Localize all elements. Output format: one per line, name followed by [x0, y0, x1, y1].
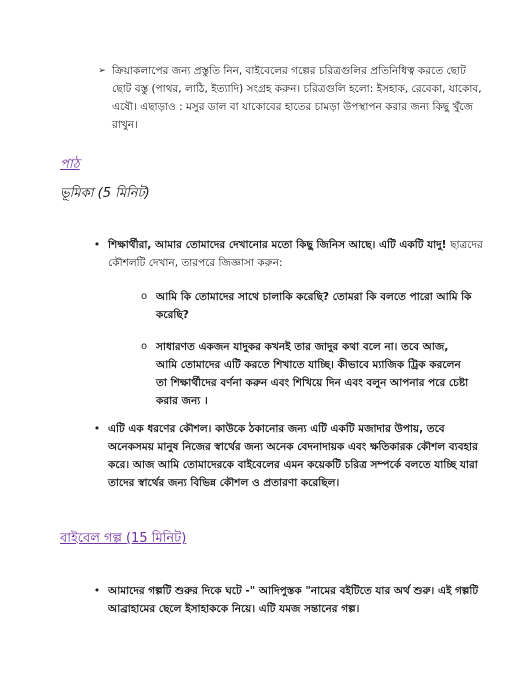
intro-subitem-magic-text: সাধারণত একজন যাদুকর কখনই তার জাদুর কথা বলে না। তবে আজ, আমি তোমাদের এটি করতে শিখাতে যাচ্ছি। কীভাবে ম্যাজিক ট্রিক করলেন তা শিক্ষার্থীদের বর্ণনা করুন এবং শিখিয়ে দিন এবং বলুন আপনার পরে চেষ্টা করার জন্য । [156, 341, 469, 407]
intro-bullet-text [108, 236, 484, 272]
intro-subitem-magic [132, 338, 484, 410]
preparation-bullet [92, 62, 484, 134]
story-bullet [86, 582, 484, 618]
intro-heading: ভূমিকা (5 মিনিট) [60, 186, 150, 201]
trick-bullet-text: এটি এক ধরণের কৌশল। কাউকে ঠকানোর জন্য এটি একটি মজাদার উপায়, তবে অনেকসময় মানুষ নিজের স্বার্থের জন্য অনেক বেদনাদায়ক এবং ক্ষতিকারক কৌশল ব্যবহার করে। আজ আমি তোমাদেরকে বাইবেলের এমন কয়েকটি চরিত্র সম্পর্কে বলতে যাচ্ছি যারা তাদের স্বার্থের জন্য বিভিন্ন কৌশল ও প্রতারণা করেছিল। [108, 423, 478, 489]
bullet-dot-icon: • [93, 422, 101, 435]
bullet-dot-icon: • [93, 238, 101, 251]
intro-bullet-bold: শিক্ষার্থীরা, আমার তোমাদের দেখানোর মতো কিছু জিনিস আছে। এটি একটি যাদু! [108, 239, 451, 251]
trick-bullet [86, 420, 484, 492]
bullet-dot-icon: • [93, 584, 101, 597]
story-bullet-text: আমাদের গল্পটি শুরুর দিকে ঘটে -" আদিপুস্তক "নামের বইটিতে যার অর্থ শুরু। এই গল্পটি আব্রাহামের ছেলে ইসাহাককে নিয়ে। এটি যমজ সন্তানের গল্প। [108, 585, 479, 615]
lesson-heading: পাঠ [60, 157, 80, 172]
intro-subitem-question [132, 288, 484, 324]
intro-subitem-question-text: আমি কি তোমাদের সাথে চালাকি করেছি? তোমরা কি বলতে পারো আমি কি করেছি? [156, 291, 472, 321]
preparation-text: ক্রিয়াকলাপের জন্য প্রস্তুতি নিন, বাইবেলের গল্পের চরিত্রগুলির প্রতিনিধিত্ব করতে ছোট ছোট বস্তু (পাথর, লাঠি, ইত্যাদি) সংগ্রহ করুন। চরিত্রগুলি হলো: ইসহাক, রেবেকা, যাকোব, এষৌ। এছাড়াও : মসুর ডাল বা যাকোবের হাতের চামড়া উপস্থাপন করার জন্য কিছু খুঁজে রাখুন। [112, 65, 482, 131]
intro-bullet-students [86, 236, 484, 272]
circle-bullet-icon: o [140, 291, 148, 302]
arrow-bullet-icon: ➢ [98, 66, 106, 76]
intro-bullet-instruction: ছাত্রদের কৌশলটি দেখান, তারপরে জিজ্ঞাসা করুন: [108, 239, 483, 269]
bible-story-heading: বাইবেল গল্প (15 মিনিট) [60, 531, 187, 546]
circle-bullet-icon: o [140, 341, 148, 352]
